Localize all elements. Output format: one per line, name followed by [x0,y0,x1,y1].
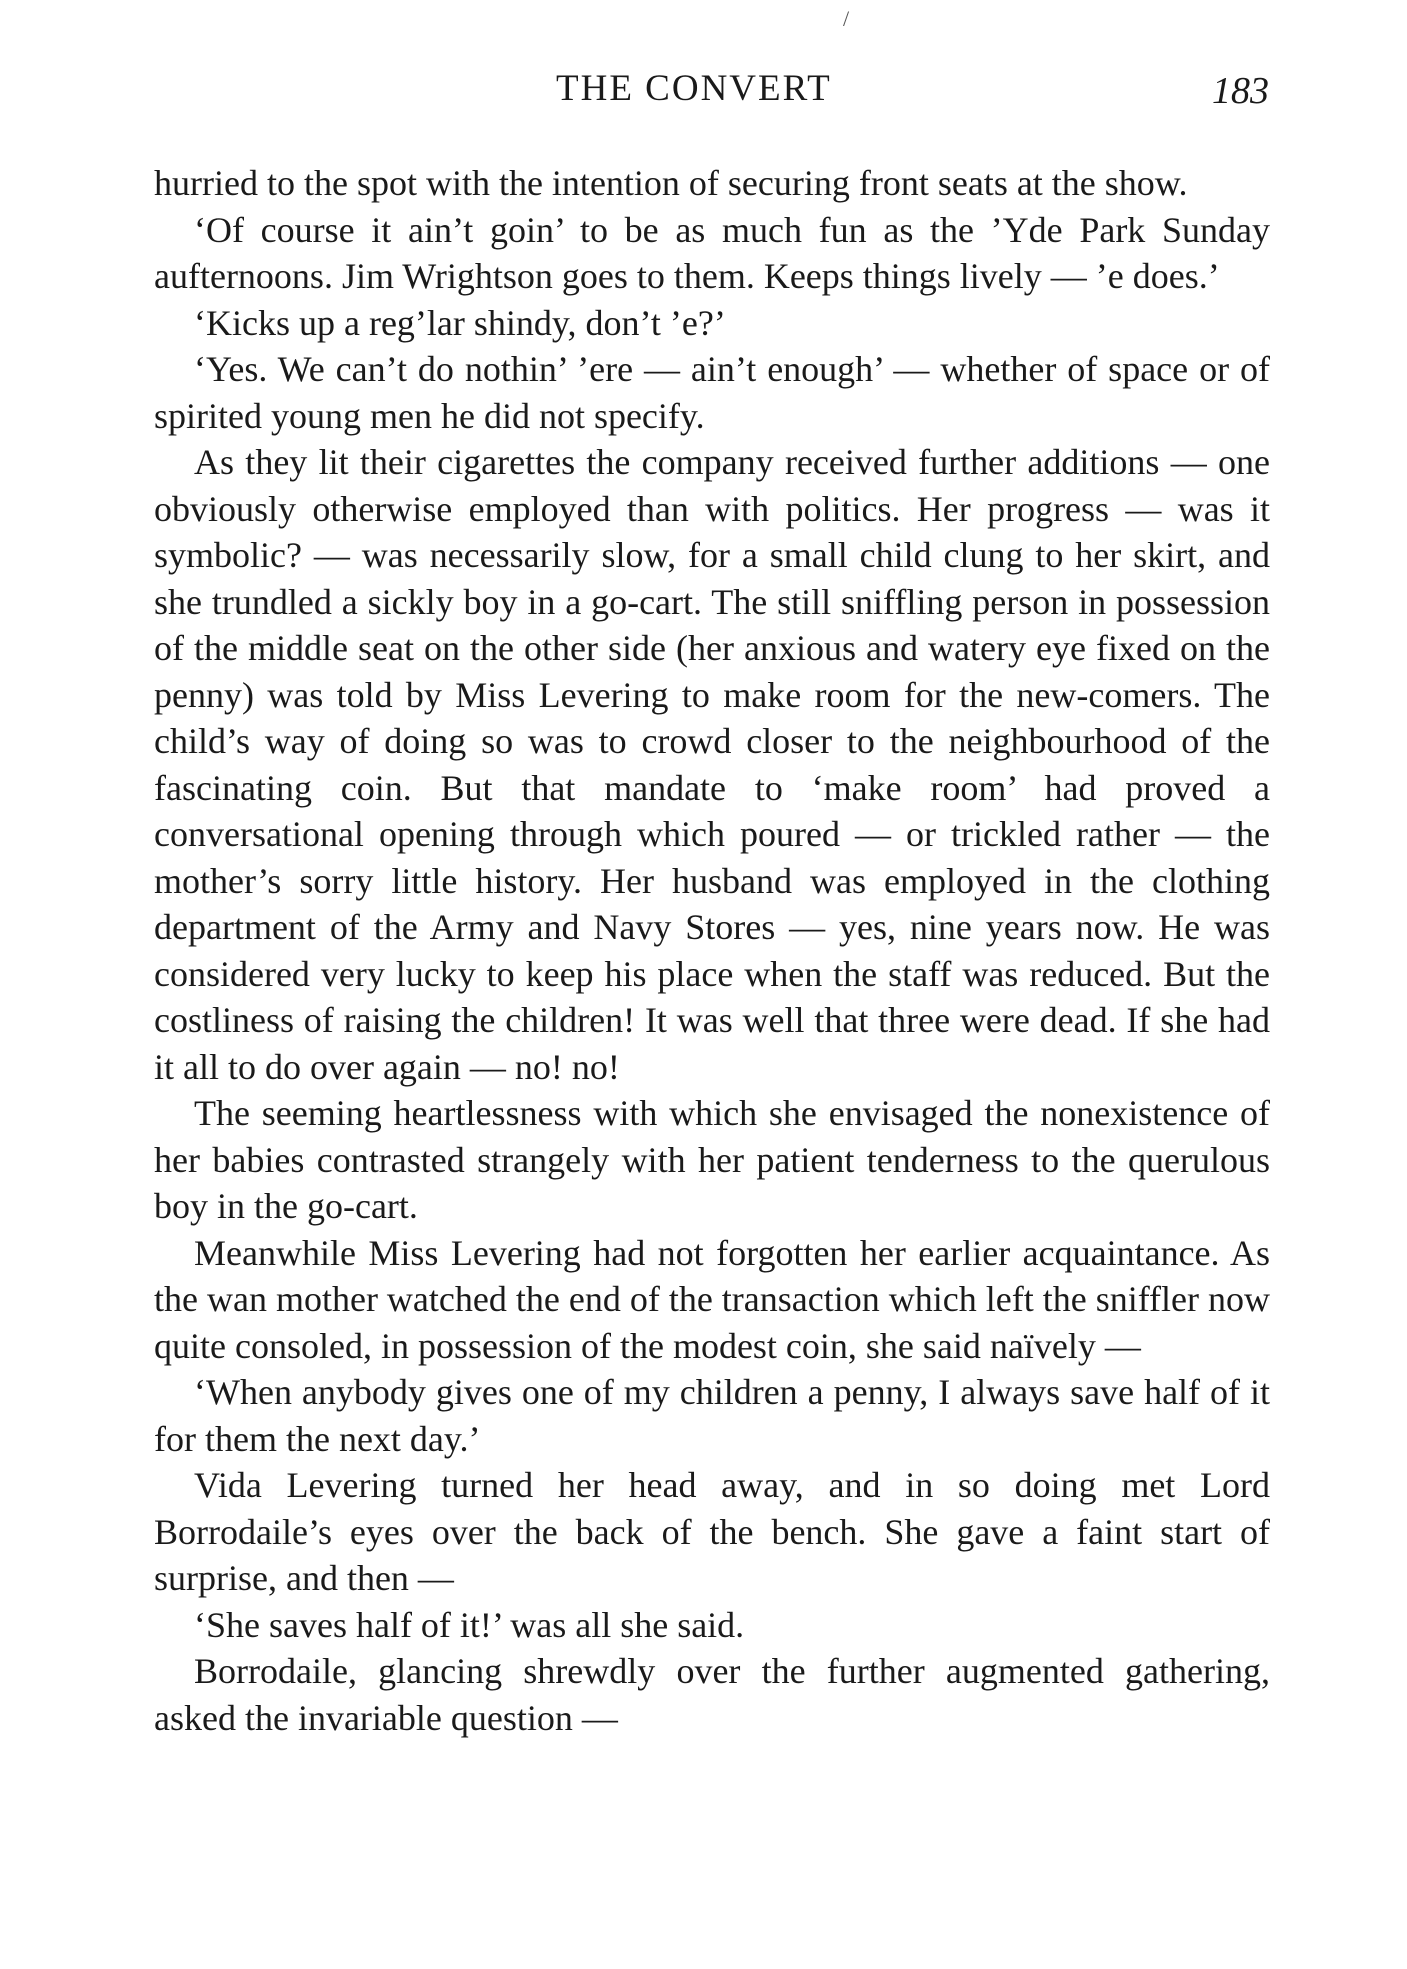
paragraph: Vida Levering turned her head away, and in so doing met Lord Borrodaile’s eyes over the back of the bench. She gave a faint start of surprise, and then — [154,1465,1270,1598]
paragraph: ‘She saves half of it!’ was all she said. [194,1604,745,1645]
body-text [154,160,1270,1741]
paragraph: ‘When anybody gives one of my children a penny, I always save half of it for them the next day.’ [154,1372,1270,1459]
paragraph: Borrodaile, glancing shrewdly over the further augmented gathering, asked the invariable question — [154,1651,1270,1738]
running-head [0,64,1407,114]
paragraph-continuation: hurried to the spot with the intention of securing front seats at the show. [154,163,1188,203]
stray-mark: / [843,6,850,31]
paragraph: Meanwhile Miss Levering had not forgotten her earlier acquaintance. As the wan mother watched the end of the transaction which left the sniffler now quite consoled, in possession of the modest coin, she said naïvely — [154,1232,1270,1366]
paragraph: ‘Of course it ain’t goin’ to be as much fun as the ’Yde Park Sunday aufternoons. Jim Wrightson goes to them. Keeps things lively — ’e does.’ [154,209,1270,296]
page-number: 183 [1212,70,1269,112]
paragraph: ‘Yes. We can’t do nothin’ ’ere — ain’t enough’ — whether of space or of spirited young men he did not specify. [154,349,1270,436]
running-title: THE CONVERT [556,68,832,109]
paragraph: As they lit their cigarettes the company received further additions — one obviously otherwise employed than with politics. Her progress — was it symbolic? — was necessarily slow, for a small child clung to her skirt, and she trundled a sickly boy in a go-cart. The still sniffling person in possession of the middle seat on the other side (her anxious and watery eye fixed on the penny) was told by Miss Levering to make room for the new-comers. The child’s way of doing so was to crowd closer to the neighbourhood of the fascinating coin. But that mandate to ‘make room’ had proved a conversational opening through which poured — or trickled rather — the mother’s sorry little history. Her husband was employed in the clothing department of the Army and Navy Stores — yes, nine years now. He was considered very lucky to keep his place when the staff was reduced. But the costliness of raising the children! It was well that three were dead. If she had it all to do over again — no! no! [154,442,1270,1087]
paragraph: ‘Kicks up a reg’lar shindy, don’t ’e?’ [194,302,726,343]
paragraph: The seeming heartlessness with which she envisaged the nonexistence of her babies contrasted strangely with her patient tenderness to the querulous boy in the go-cart. [154,1093,1270,1226]
